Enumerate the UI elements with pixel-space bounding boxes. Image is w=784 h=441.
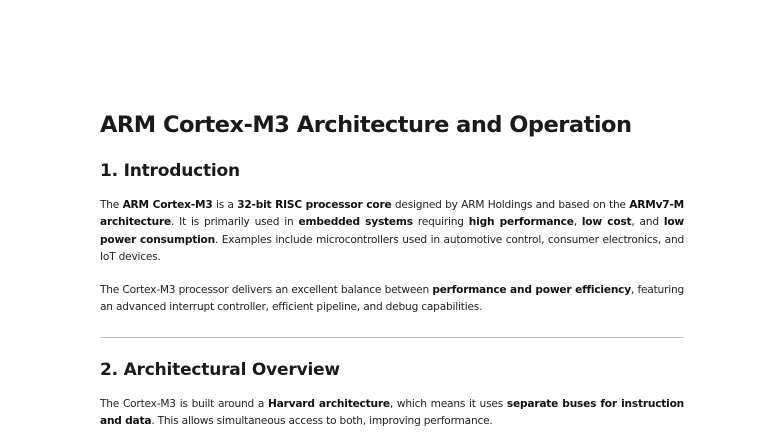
intro-paragraph-2: The Cortex-M3 processor delivers an excellent balance between performance and power efficiency, featuring an advanced interrupt controller, efficient pipeline, and debug capabilities. bbox=[100, 284, 684, 314]
section-heading-architectural-overview: 2. Architectural Overview bbox=[100, 359, 340, 380]
intro-paragraph-1: The ARM Cortex-M3 is a 32-bit RISC processor core designed by ARM Holdings and based on the ARMv7-M architecture. It is primarily used in embedded systems requiring high performance, low cost, and low power consumption. Examples include microcontrollers used in automotive control, consumer electronics, and IoT devices. bbox=[100, 199, 685, 263]
section-heading-introduction: 1. Introduction bbox=[100, 161, 240, 181]
architecture-paragraph-1: The Cortex-M3 is built around a Harvard architecture, which means it uses separate buses for instruction and data. This allows simultaneous access to both, improving performance. bbox=[100, 397, 684, 428]
document-content bbox=[100, 110, 684, 430]
document-title: ARM Cortex-M3 Architecture and Operation bbox=[100, 112, 632, 138]
section-divider bbox=[100, 337, 684, 338]
